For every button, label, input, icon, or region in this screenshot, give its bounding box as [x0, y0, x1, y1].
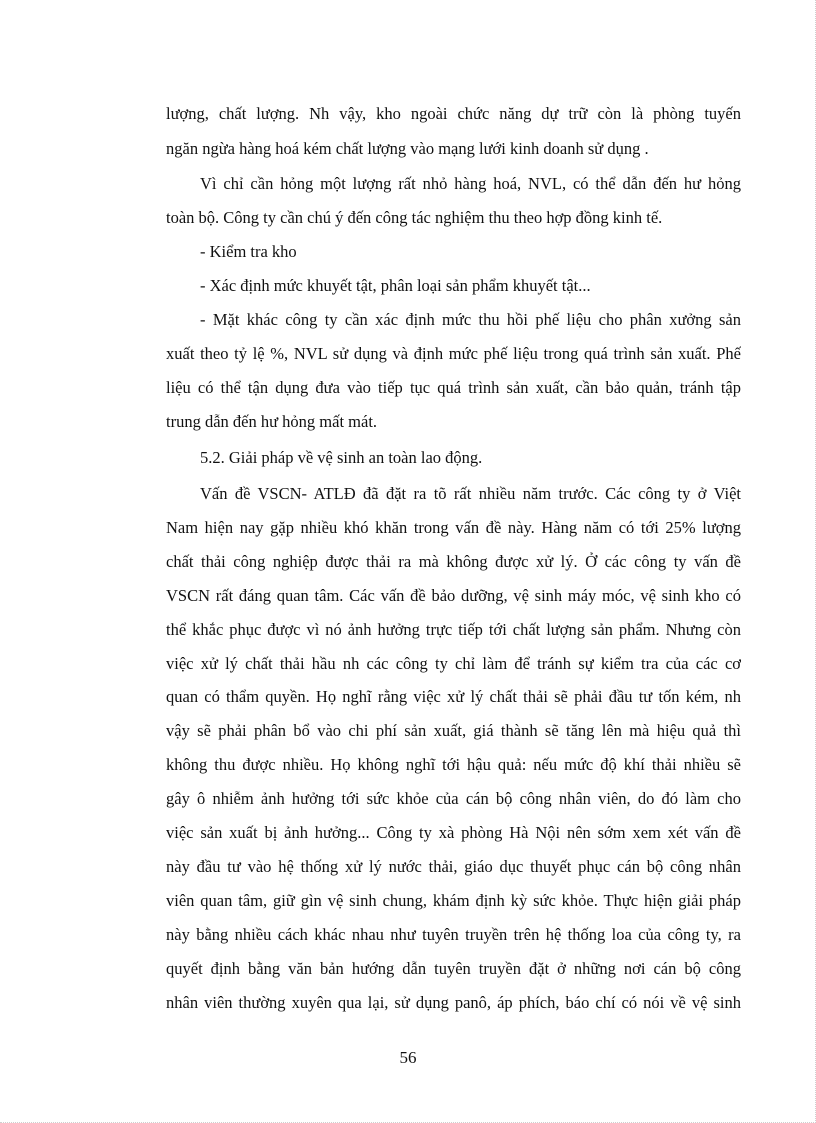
text-line: không thu được nhiều. Họ không nghĩ tới hậu quả: nếu mức độ khí thải nhiều sẽ	[166, 755, 741, 774]
text-line: chất thải công nghiệp được thải ra mà không được xử lý. Ở các công ty vấn đề	[166, 552, 741, 571]
text-line: - Xác định mức khuyết tật, phân loại sản phẩm khuyết tật...	[200, 276, 591, 295]
text-line: việc sản xuất bị ảnh hưởng... Công ty xà phòng Hà Nội nên sớm xem xét vấn đề	[166, 823, 741, 842]
text-line: ngăn ngừa hàng hoá kém chất lượng vào mạng lưới kinh doanh sử dụng .	[166, 139, 649, 158]
text-line: gây ô nhiễm ảnh hưởng tới sức khỏe của cán bộ công nhân viên, do đó làm cho	[166, 789, 741, 808]
text-line: liệu có thể tận dụng đưa vào tiếp tục quá trình sản xuất, cần bảo quản, tránh tập	[166, 378, 741, 397]
text-line: - Mặt khác công ty cần xác định mức thu hồi phế liệu cho phân xưởng sản	[200, 310, 741, 329]
section-heading: 5.2. Giải pháp về vệ sinh an toàn lao động.	[200, 448, 483, 467]
text-line: Vấn đề VSCN- ATLĐ đã đặt ra tõ rất nhiều năm trước. Các công ty ở Việt	[200, 484, 741, 503]
text-line: - Kiểm tra kho	[200, 242, 297, 261]
text-line: Vì chỉ cần hỏng một lượng rất nhỏ hàng hoá, NVL, có thể dẫn đến hư hỏng	[200, 174, 741, 193]
text-line: quyết định bằng văn bản hướng dẫn tuyên truyền đặt ở những nơi cán bộ công	[166, 959, 741, 978]
text-line: nhân viên thường xuyên qua lại, sử dụng panô, áp phích, báo chí có nói về vệ sinh	[166, 993, 741, 1012]
text-line: trung dẫn đến hư hỏng mất mát.	[166, 412, 378, 431]
text-line: toàn bộ. Công ty cần chú ý đến công tác nghiệm thu theo hợp đồng kinh tế.	[166, 208, 663, 227]
text-line: này đầu tư vào hệ thống xử lý nước thải, giáo dục thuyết phục cán bộ công nhân	[166, 857, 741, 876]
text-line: lượng, chất lượng. Nh vậy, kho ngoài chức năng dự trữ còn là phòng tuyến	[166, 104, 741, 123]
text-line: quan có thẩm quyền. Họ nghĩ rằng việc xử lý chất thải sẽ phải đầu tư tốn kém, nh	[166, 687, 741, 706]
text-line: thể khắc phục được vì nó ảnh hưởng trực tiếp tới chất lượng sản phẩm. Nhưng còn	[166, 620, 741, 639]
text-line: này bằng nhiều cách khác nhau như tuyên truyền trên hệ thống loa của công ty, ra	[166, 925, 741, 944]
text-line: viên quan tâm, giữ gìn vệ sinh chung, khám định kỳ sức khỏe. Thực hiện giải pháp	[166, 891, 741, 910]
text-line: xuất theo tỷ lệ %, NVL sử dụng và định mức phế liệu trong quá trình sản xuất. Phế	[166, 344, 741, 363]
text-line: Nam hiện nay gặp nhiều khó khăn trong vấn đề này. Hàng năm có tới 25% lượng	[166, 518, 741, 537]
text-line: việc xử lý chất thải hầu nh các công ty chỉ làm để tránh sự kiểm tra của các cơ	[166, 654, 741, 673]
text-line: VSCN rất đáng quan tâm. Các vấn đề bảo dưỡng, vệ sinh máy móc, vệ sinh kho có	[166, 586, 741, 605]
text-line: vậy sẽ phải phân bổ vào chi phí sản xuất, giá thành sẽ tăng lên mà hiệu quả thì	[166, 721, 741, 740]
page-number: 56	[399, 1048, 417, 1067]
